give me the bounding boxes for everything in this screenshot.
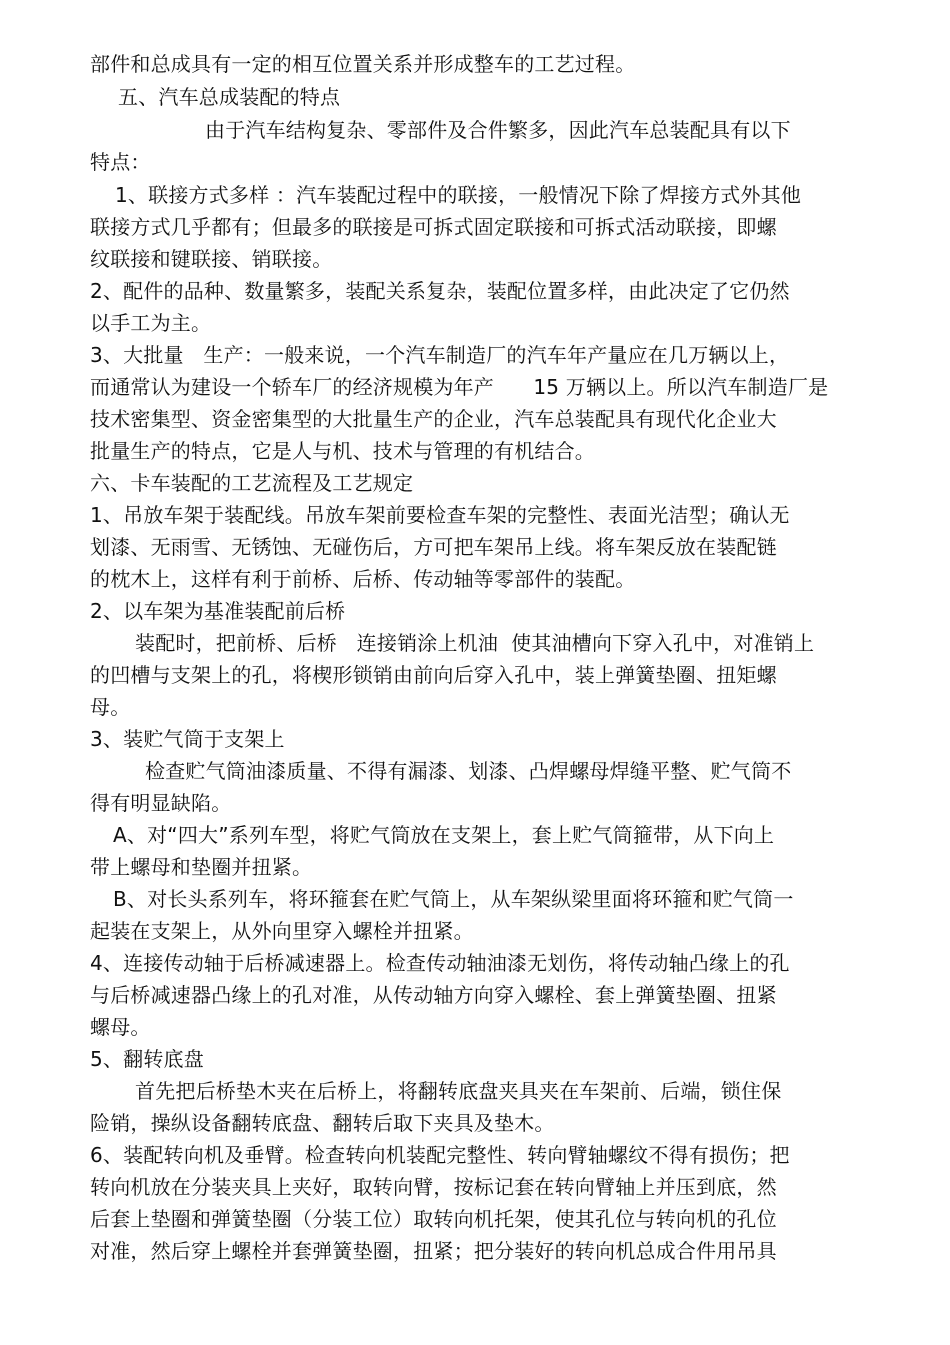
list-item-line: 2、以车架为基准装配前后桥 xyxy=(90,599,346,623)
text-line: 技术密集型、资金密集型的大批量生产的企业，汽车总装配具有现代化企业大 xyxy=(90,407,777,431)
text-line: 而通常认为建设一个轿车厂的经济规模为年产 15 万辆以上。所以汽车制造厂是 xyxy=(90,375,829,399)
list-item-line: 3、装贮气筒于支架上 xyxy=(90,727,285,751)
list-item-line: 3、大批量 生产：一般来说，一个汽车制造厂的汽车年产量应在几万辆以上， xyxy=(90,343,790,367)
text-line: 险销，操纵设备翻转底盘、翻转后取下夹具及垫木。 xyxy=(90,1111,555,1135)
text-line: 以手工为主。 xyxy=(90,311,212,335)
section-heading: 六、卡车装配的工艺流程及工艺规定 xyxy=(90,471,414,495)
text-line: 母。 xyxy=(90,695,131,719)
text-line: 检查贮气筒油漆质量、不得有漏漆、划漆、凸焊螺母焊缝平整、贮气筒不 xyxy=(145,759,792,783)
text-line: 与后桥减速器凸缘上的孔对准，从传动轴方向穿入螺栓、套上弹簧垫圈、扭紧 xyxy=(90,983,777,1007)
list-item-line: 5、翻转底盘 xyxy=(90,1047,204,1071)
list-item-line: 1、吊放车架于装配线。吊放车架前要检查车架的完整性、表面光洁型；确认无 xyxy=(90,503,790,527)
list-item-line: 1、联接方式多样 ：汽车装配过程中的联接，一般情况下除了焊接方式外其他 xyxy=(115,183,802,207)
text-line: 起装在支架上，从外向里穿入螺栓并扭紧。 xyxy=(90,919,474,943)
text-line: 转向机放在分装夹具上夹好，取转向臂，按标记套在转向臂轴上并压到底，然 xyxy=(90,1175,777,1199)
text-line: 装配时，把前桥、后桥 连接销涂上机油 使其油槽向下穿入孔中，对准销上 xyxy=(135,631,815,655)
list-item-line: 4、连接传动轴于后桥减速器上。检查传动轴油漆无划伤，将传动轴凸缘上的孔 xyxy=(90,951,790,975)
text-line: 批量生产的特点，它是人与机、技术与管理的有机结合。 xyxy=(90,439,595,463)
text-line: 后套上垫圈和弹簧垫圈（分装工位）取转向机托架，使其孔位与转向机的孔位 xyxy=(90,1207,777,1231)
text-line: 螺母。 xyxy=(90,1015,151,1039)
text-line: 的凹槽与支架上的孔，将楔形锁销由前向后穿入孔中，装上弹簧垫圈、扭矩螺 xyxy=(90,663,777,687)
list-item-line: B、对长头系列车，将环箍套在贮气筒上，从车架纵梁里面将环箍和贮气筒一 xyxy=(113,887,794,911)
text-line: 划漆、无雨雪、无锈蚀、无碰伤后，方可把车架吊上线。将车架反放在装配链 xyxy=(90,535,777,559)
text-line: 的枕木上，这样有利于前桥、后桥、传动轴等零部件的装配。 xyxy=(90,567,636,591)
text-line: 得有明显缺陷。 xyxy=(90,791,232,815)
list-item-line: 2、配件的品种、数量繁多，装配关系复杂，装配位置多样，由此决定了它仍然 xyxy=(90,279,790,303)
text-line: 带上螺母和垫圈并扭紧。 xyxy=(90,855,313,879)
section-heading: 五、汽车总成装配的特点 xyxy=(118,85,341,109)
text-line: 对准，然后穿上螺栓并套弹簧垫圈，扭紧；把分装好的转向机总成合件用吊具 xyxy=(90,1239,777,1263)
text-line: 联接方式几乎都有；但最多的联接是可拆式固定联接和可拆式活动联接，即螺 xyxy=(90,215,777,239)
list-item-line: A、对“四大”系列车型，将贮气筒放在支架上，套上贮气筒箍带，从下向上 xyxy=(113,823,775,847)
text-line: 由于汽车结构复杂、零部件及合件繁多，因此汽车总装配具有以下 xyxy=(205,118,791,142)
text-line: 部件和总成具有一定的相互位置关系并形成整车的工艺过程。 xyxy=(90,52,636,76)
text-line: 特点： xyxy=(90,150,151,174)
text-line: 纹联接和键联接、销联接。 xyxy=(90,247,333,271)
text-line: 首先把后桥垫木夹在后桥上，将翻转底盘夹具夹在车架前、后端，锁住保 xyxy=(135,1079,782,1103)
list-item-line: 6、装配转向机及垂臂。检查转向机装配完整性、转向臂轴螺纹不得有损伤；把 xyxy=(90,1143,790,1167)
